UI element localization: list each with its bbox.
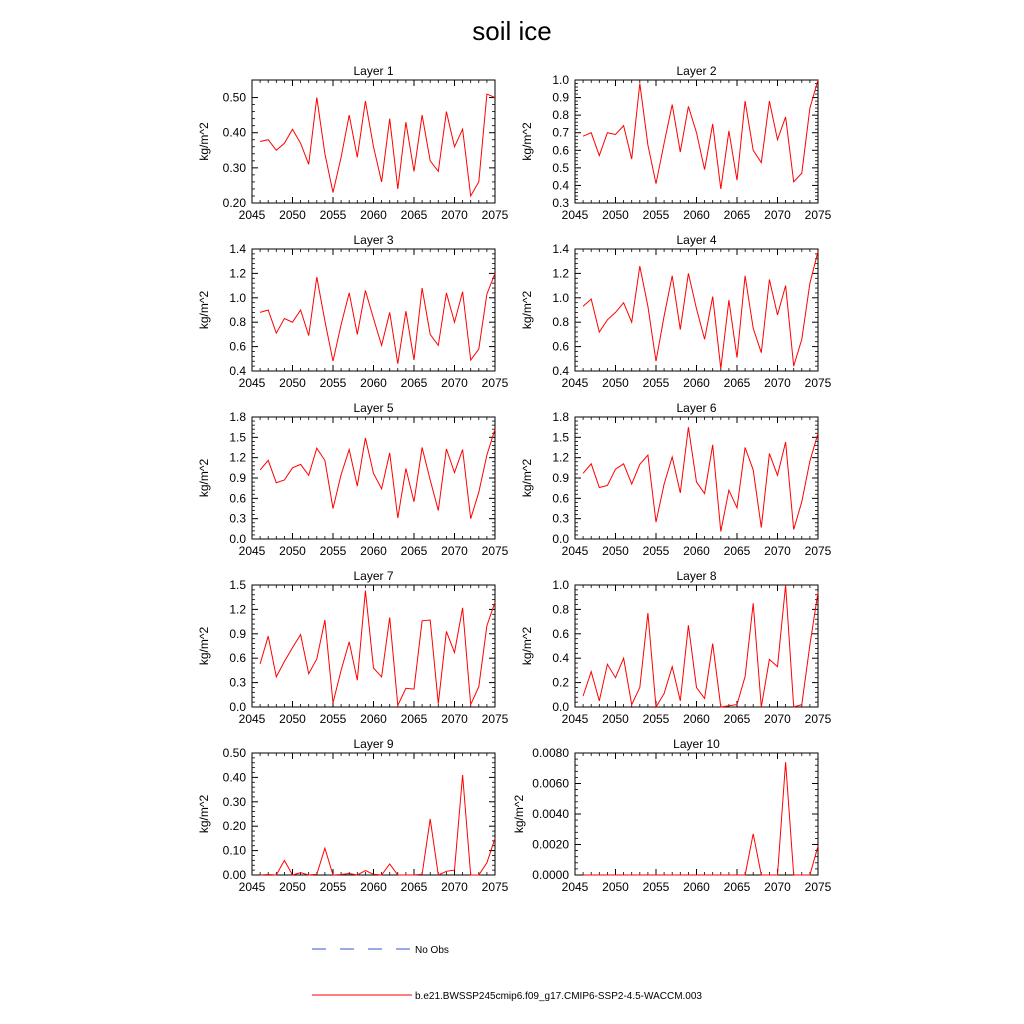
panel-layer-8	[520, 569, 832, 726]
x-tick-label: 2045	[561, 376, 589, 390]
y-tick-label: 0.8	[552, 315, 569, 330]
y-tick-label: 0.10	[222, 843, 246, 858]
y-tick-label: 0.6	[229, 491, 246, 506]
x-tick-label: 2050	[602, 880, 629, 894]
x-tick-label: 2060	[683, 376, 710, 390]
series-line	[260, 591, 495, 706]
x-tick-label: 2045	[238, 712, 266, 726]
x-tick-label: 2055	[319, 712, 347, 726]
x-tick-label: 2065	[723, 376, 751, 390]
y-tick-label: 0.50	[222, 90, 246, 105]
y-tick-label: 0.6	[552, 491, 569, 506]
x-tick-label: 2065	[400, 880, 428, 894]
panel-title: Layer 2	[676, 64, 717, 78]
y-tick-label: 0.8	[229, 315, 246, 330]
y-tick-label: 0.20	[222, 196, 246, 210]
legend-label-model: b.e21.BWSSP245cmip6.f09_g17.CMIP6-SSP2-4.5-WACCM.003	[415, 991, 702, 1002]
series-line	[260, 94, 495, 196]
y-tick-label: 0.5	[552, 160, 569, 175]
y-tick-label: 0.0	[552, 700, 569, 714]
y-tick-label: 0.9	[552, 471, 569, 485]
y-tick-label: 1.8	[552, 410, 569, 424]
panel-title: Layer 4	[676, 233, 717, 247]
x-tick-label: 2055	[319, 544, 347, 558]
x-tick-label: 2075	[481, 376, 509, 390]
y-tick-label: 1.2	[552, 450, 569, 465]
x-tick-label: 2075	[481, 208, 509, 222]
y-tick-label: 1.4	[229, 242, 246, 256]
y-tick-label: 1.0	[229, 290, 246, 305]
y-tick-label: 1.2	[229, 602, 246, 617]
y-tick-label: 1.0	[552, 73, 569, 87]
x-tick-label: 2070	[764, 712, 791, 726]
y-tick-label: 1.5	[229, 578, 246, 592]
panel-title: Layer 10	[673, 737, 720, 751]
x-tick-label: 2055	[642, 208, 670, 222]
series-line	[583, 251, 818, 368]
y-axis-label: kg/m^2	[197, 122, 211, 161]
x-tick-label: 2070	[441, 712, 468, 726]
x-tick-label: 2065	[400, 544, 428, 558]
plot-frame	[252, 585, 495, 707]
y-tick-label: 1.5	[552, 430, 569, 445]
panel-layer-5	[197, 401, 509, 558]
x-tick-label: 2045	[561, 712, 589, 726]
plot-frame	[252, 753, 495, 875]
y-axis-label: kg/m^2	[520, 458, 534, 498]
y-tick-label: 0.50	[222, 746, 246, 760]
x-tick-label: 2060	[683, 712, 710, 726]
y-tick-label: 0.4	[229, 364, 246, 378]
y-tick-label: 1.0	[552, 578, 569, 592]
panel-title: Layer 5	[353, 401, 394, 415]
x-tick-label: 2075	[804, 544, 832, 558]
y-tick-label: 0.8	[552, 602, 569, 617]
y-tick-label: 0.4	[552, 364, 569, 378]
y-tick-label: 1.4	[552, 242, 569, 256]
y-tick-label: 0.9	[552, 90, 569, 105]
x-tick-label: 2065	[400, 208, 428, 222]
panel-title: Layer 1	[353, 64, 394, 78]
y-tick-label: 1.0	[552, 290, 569, 305]
x-tick-label: 2060	[683, 208, 710, 222]
x-tick-label: 2070	[764, 544, 791, 558]
x-tick-label: 2045	[561, 880, 589, 894]
series-line	[583, 762, 818, 875]
panel-title: Layer 7	[353, 569, 394, 583]
series-line	[583, 427, 818, 531]
x-tick-label: 2050	[602, 544, 629, 558]
series-line	[260, 429, 495, 519]
y-tick-label: 0.3	[229, 675, 246, 690]
series-line	[583, 585, 818, 707]
plot-frame	[252, 80, 495, 203]
panel-title: Layer 3	[353, 233, 394, 247]
panel-title: Layer 6	[676, 401, 717, 415]
y-tick-label: 0.20	[222, 819, 246, 834]
y-tick-label: 0.40	[222, 125, 246, 140]
x-tick-label: 2055	[319, 376, 347, 390]
y-tick-label: 0.0060	[532, 776, 569, 791]
y-tick-label: 0.0040	[532, 807, 569, 821]
y-axis-label: kg/m^2	[520, 626, 534, 666]
x-tick-label: 2075	[481, 544, 509, 558]
x-tick-label: 2070	[441, 544, 468, 558]
panel-layer-6	[520, 401, 832, 558]
y-tick-label: 0.0	[552, 532, 569, 546]
x-tick-label: 2070	[441, 208, 468, 222]
panel-layer-7	[197, 569, 509, 726]
panel-layer-1	[197, 64, 509, 222]
x-tick-label: 2060	[683, 544, 710, 558]
x-tick-label: 2075	[804, 880, 832, 894]
x-tick-label: 2065	[723, 544, 751, 558]
x-tick-label: 2065	[723, 208, 751, 222]
legend-label-no-obs: No Obs	[415, 945, 449, 956]
legend	[312, 945, 702, 1002]
x-tick-label: 2075	[804, 208, 832, 222]
x-tick-label: 2055	[642, 376, 670, 390]
y-tick-label: 1.5	[229, 430, 246, 445]
y-tick-label: 1.2	[229, 266, 246, 281]
x-tick-label: 2070	[764, 880, 791, 894]
y-tick-label: 0.4	[552, 178, 569, 193]
y-tick-label: 0.30	[222, 160, 246, 175]
y-tick-label: 0.3	[229, 511, 246, 526]
y-tick-label: 0.6	[229, 651, 246, 666]
y-tick-label: 0.6	[552, 626, 569, 641]
panel-layer-9	[197, 737, 509, 894]
y-tick-label: 0.7	[552, 125, 569, 140]
x-tick-label: 2055	[319, 880, 347, 894]
y-axis-label: kg/m^2	[512, 794, 526, 834]
y-tick-label: 0.6	[552, 339, 569, 354]
y-tick-label: 0.3	[552, 511, 569, 526]
x-tick-label: 2065	[400, 376, 428, 390]
y-tick-label: 1.2	[229, 450, 246, 465]
x-tick-label: 2045	[238, 208, 266, 222]
y-tick-label: 0.0020	[532, 837, 569, 852]
y-tick-label: 1.8	[229, 410, 246, 424]
x-tick-label: 2045	[561, 544, 589, 558]
plot-frame	[252, 417, 495, 539]
x-tick-label: 2075	[481, 880, 509, 894]
x-tick-label: 2060	[360, 544, 387, 558]
y-tick-label: 1.2	[552, 266, 569, 281]
x-tick-label: 2050	[279, 208, 306, 222]
series-line	[260, 273, 495, 363]
x-tick-label: 2045	[561, 208, 589, 222]
x-tick-label: 2070	[441, 880, 468, 894]
x-tick-label: 2050	[602, 208, 629, 222]
x-tick-label: 2065	[723, 880, 751, 894]
y-tick-label: 0.0000	[532, 868, 569, 882]
x-tick-label: 2070	[764, 376, 791, 390]
y-tick-label: 0.40	[222, 770, 246, 785]
x-tick-label: 2045	[238, 376, 266, 390]
x-tick-label: 2070	[441, 376, 468, 390]
y-axis-label: kg/m^2	[520, 290, 534, 330]
x-tick-label: 2065	[400, 712, 428, 726]
y-tick-label: 0.00	[222, 868, 246, 882]
y-tick-label: 0.3	[552, 196, 569, 210]
x-tick-label: 2065	[723, 712, 751, 726]
x-tick-label: 2050	[279, 544, 306, 558]
y-tick-label: 0.9	[229, 626, 246, 641]
y-tick-label: 0.9	[229, 471, 246, 485]
y-tick-label: 0.0	[229, 532, 246, 546]
x-tick-label: 2075	[481, 712, 509, 726]
x-tick-label: 2050	[602, 712, 629, 726]
x-tick-label: 2060	[360, 712, 387, 726]
x-tick-label: 2050	[602, 376, 629, 390]
panel-layer-3	[197, 233, 509, 390]
y-tick-label: 0.8	[552, 108, 569, 123]
y-tick-label: 0.2	[552, 675, 569, 690]
plot-frame	[252, 249, 495, 371]
x-tick-label: 2050	[279, 880, 306, 894]
x-tick-label: 2055	[642, 712, 670, 726]
x-tick-label: 2050	[279, 712, 306, 726]
plot-frame	[575, 585, 818, 707]
x-tick-label: 2055	[642, 880, 670, 894]
plot-frame	[575, 80, 818, 203]
series-line	[583, 80, 818, 189]
y-tick-label: 0.0080	[532, 746, 569, 760]
figure-title: soil ice	[472, 16, 552, 46]
y-tick-label: 0.0	[229, 700, 246, 714]
panel-layer-4	[520, 233, 832, 390]
panel-title: Layer 8	[676, 569, 717, 583]
y-tick-label: 0.6	[552, 143, 569, 158]
x-tick-label: 2070	[764, 208, 791, 222]
x-tick-label: 2060	[360, 376, 387, 390]
x-tick-label: 2055	[642, 544, 670, 558]
x-tick-label: 2045	[238, 880, 266, 894]
x-tick-label: 2075	[804, 712, 832, 726]
y-tick-label: 0.30	[222, 794, 246, 809]
y-axis-label: kg/m^2	[197, 794, 211, 834]
y-tick-label: 0.4	[552, 651, 569, 666]
panel-layer-10	[512, 737, 832, 894]
y-axis-label: kg/m^2	[520, 122, 534, 161]
series-line	[260, 775, 495, 875]
x-tick-label: 2050	[279, 376, 306, 390]
x-tick-label: 2055	[319, 208, 347, 222]
x-tick-label: 2075	[804, 376, 832, 390]
y-axis-label: kg/m^2	[197, 626, 211, 666]
x-tick-label: 2060	[360, 880, 387, 894]
x-tick-label: 2045	[238, 544, 266, 558]
x-tick-label: 2060	[360, 208, 387, 222]
y-axis-label: kg/m^2	[197, 458, 211, 498]
x-tick-label: 2060	[683, 880, 710, 894]
panel-layer-2	[520, 64, 832, 222]
y-axis-label: kg/m^2	[197, 290, 211, 330]
panel-title: Layer 9	[353, 737, 394, 751]
y-tick-label: 0.6	[229, 339, 246, 354]
